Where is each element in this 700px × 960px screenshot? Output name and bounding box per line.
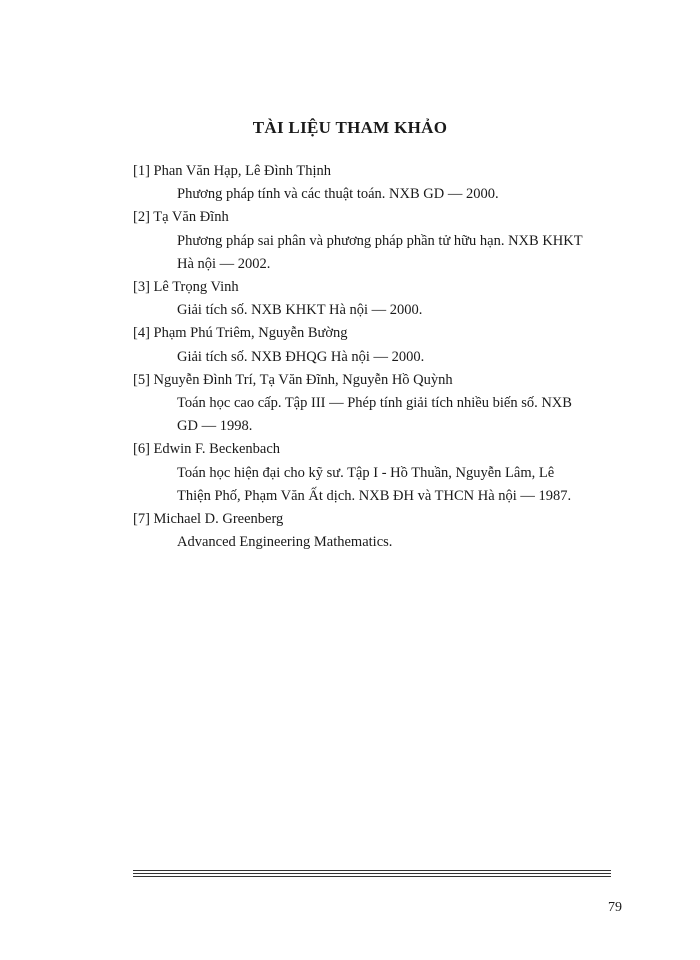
reference-details: GD — 1998. — [177, 418, 253, 435]
reference-item — [133, 369, 623, 439]
reference-item — [133, 160, 623, 206]
page-number: 79 — [608, 900, 622, 915]
reference-item — [133, 276, 623, 322]
reference-details: Phương pháp sai phân và phương pháp phần tử hữu hạn. NXB KHKT — [177, 232, 583, 249]
reference-authors: [1] Phan Văn Hạp, Lê Đình Thịnh — [133, 163, 332, 179]
reference-item — [133, 508, 623, 554]
reference-authors: [7] Michael D. Greenberg — [133, 511, 284, 528]
reference-details: Hà nội — 2002. — [177, 255, 271, 272]
reference-authors: [5] Nguyễn Đình Trí, Tạ Văn Đĩnh, Nguyễn Hồ Quỳnh — [133, 371, 453, 388]
reference-item — [133, 206, 623, 276]
reference-list — [133, 160, 623, 554]
reference-details: Toán học hiện đại cho kỹ sư. Tập I - Hồ Thuần, Nguyễn Lâm, Lê — [177, 464, 555, 481]
reference-details: Phương pháp tính và các thuật toán. NXB GD — 2000. — [177, 186, 499, 203]
reference-details: Giải tích số. NXB ĐHQG Hà nội — 2000. — [177, 348, 425, 365]
reference-details: Thiện Phố, Phạm Văn Ất dịch. NXB ĐH và THCN Hà nội — 1987. — [177, 487, 572, 504]
reference-item — [133, 438, 623, 508]
reference-details: Giải tích số. NXB KHKT Hà nội — 2000. — [177, 302, 423, 319]
reference-authors: [4] Phạm Phú Triêm, Nguyễn Bường — [133, 325, 348, 342]
reference-item — [133, 322, 623, 368]
footer-divider — [133, 870, 611, 871]
page-title: TÀI LIỆU THAM KHẢO — [252, 118, 448, 137]
reference-details: Advanced Engineering Mathematics. — [177, 534, 393, 551]
reference-authors: [6] Edwin F. Beckenbach — [133, 441, 281, 458]
reference-authors: [3] Lê Trọng Vinh — [133, 279, 239, 296]
reference-authors: [2] Tạ Văn Đĩnh — [133, 209, 229, 226]
reference-details: Toán học cao cấp. Tập III — Phép tính giải tích nhiều biến số. NXB — [177, 395, 572, 412]
